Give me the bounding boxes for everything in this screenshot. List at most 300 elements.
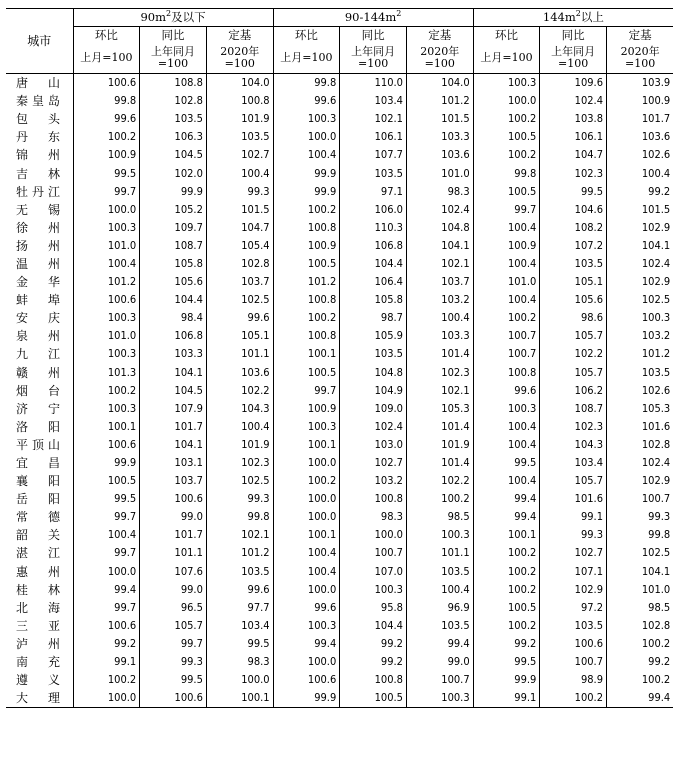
city-cell bbox=[6, 526, 73, 544]
table-row bbox=[6, 689, 673, 708]
value-cell: 98.3 bbox=[206, 653, 273, 671]
value-cell: 101.5 bbox=[406, 110, 473, 128]
city-cell bbox=[6, 92, 73, 110]
value-cell: 100.4 bbox=[473, 219, 540, 237]
base-header-medium-1 bbox=[340, 43, 407, 74]
city-name: 扬州 bbox=[16, 238, 60, 253]
value-cell: 99.9 bbox=[273, 164, 340, 182]
value-cell: 101.7 bbox=[140, 526, 207, 544]
value-cell: 107.0 bbox=[340, 563, 407, 581]
value-cell: 100.2 bbox=[273, 309, 340, 327]
city-cell bbox=[6, 508, 73, 526]
value-cell: 102.1 bbox=[206, 526, 273, 544]
value-cell: 102.5 bbox=[206, 291, 273, 309]
value-cell: 99.2 bbox=[340, 653, 407, 671]
value-cell: 100.3 bbox=[73, 400, 140, 418]
value-cell: 100.6 bbox=[73, 436, 140, 454]
value-cell: 104.4 bbox=[340, 255, 407, 273]
value-cell: 100.1 bbox=[273, 526, 340, 544]
value-cell: 100.9 bbox=[273, 400, 340, 418]
value-cell: 102.7 bbox=[206, 146, 273, 164]
value-cell: 102.4 bbox=[540, 92, 607, 110]
value-cell: 99.6 bbox=[206, 309, 273, 327]
base-header-small-2 bbox=[206, 43, 273, 74]
city-cell bbox=[6, 599, 73, 617]
value-cell: 102.8 bbox=[206, 255, 273, 273]
value-cell: 99.9 bbox=[73, 454, 140, 472]
value-cell: 99.5 bbox=[473, 653, 540, 671]
value-cell: 99.2 bbox=[340, 635, 407, 653]
value-cell: 100.2 bbox=[607, 635, 674, 653]
base-header-line1: 上年同月 bbox=[551, 45, 596, 58]
value-cell: 104.1 bbox=[140, 364, 207, 382]
table-header bbox=[6, 9, 673, 74]
city-name: 襄阳 bbox=[16, 474, 60, 489]
value-cell: 102.7 bbox=[540, 544, 607, 562]
value-cell: 104.8 bbox=[406, 219, 473, 237]
value-cell: 100.0 bbox=[273, 508, 340, 526]
city-cell bbox=[6, 472, 73, 490]
metric-header-medium-1: 同比 bbox=[340, 27, 407, 44]
table-row bbox=[6, 128, 673, 146]
value-cell: 100.3 bbox=[473, 74, 540, 93]
city-cell bbox=[6, 490, 73, 508]
city-name: 遵义 bbox=[16, 673, 60, 688]
value-cell: 102.7 bbox=[340, 454, 407, 472]
value-cell: 100.8 bbox=[273, 327, 340, 345]
value-cell: 103.7 bbox=[406, 273, 473, 291]
value-cell: 104.1 bbox=[607, 237, 674, 255]
value-cell: 100.5 bbox=[473, 183, 540, 201]
table-row bbox=[6, 508, 673, 526]
table-row bbox=[6, 237, 673, 255]
group-header-large: $144m^2$以上 bbox=[473, 9, 673, 27]
value-cell: 102.5 bbox=[607, 544, 674, 562]
base-header-line1: 上年同月 bbox=[151, 45, 196, 58]
table-row bbox=[6, 653, 673, 671]
base-header-line1: 上年同月 bbox=[351, 45, 396, 58]
base-header-line2: =100 bbox=[157, 57, 189, 70]
value-cell: 99.3 bbox=[540, 526, 607, 544]
value-cell: 108.7 bbox=[540, 400, 607, 418]
value-cell: 108.8 bbox=[140, 74, 207, 93]
value-cell: 104.4 bbox=[340, 617, 407, 635]
city-name: 桂林 bbox=[16, 582, 60, 597]
value-cell: 103.6 bbox=[607, 128, 674, 146]
value-cell: 99.3 bbox=[206, 490, 273, 508]
value-cell: 100.2 bbox=[473, 309, 540, 327]
value-cell: 99.4 bbox=[473, 508, 540, 526]
value-cell: 103.4 bbox=[206, 617, 273, 635]
city-name: 蚌埠 bbox=[16, 293, 60, 308]
city-name: 大理 bbox=[16, 691, 60, 706]
value-cell: 99.4 bbox=[73, 581, 140, 599]
table-body bbox=[6, 74, 673, 708]
table-row bbox=[6, 472, 673, 490]
city-cell bbox=[6, 563, 73, 581]
city-name: 金华 bbox=[16, 275, 60, 290]
city-name: 无锡 bbox=[16, 202, 60, 217]
metric-header-small-2: 定基 bbox=[206, 27, 273, 44]
city-name: 赣州 bbox=[16, 365, 60, 380]
base-header-line2: =100 bbox=[424, 57, 455, 70]
value-cell: 101.1 bbox=[206, 345, 273, 363]
value-cell: 105.6 bbox=[540, 291, 607, 309]
value-cell: 103.2 bbox=[406, 291, 473, 309]
value-cell: 100.2 bbox=[473, 110, 540, 128]
value-cell: 99.7 bbox=[73, 599, 140, 617]
table-row bbox=[6, 581, 673, 599]
table-row bbox=[6, 599, 673, 617]
value-cell: 102.2 bbox=[406, 472, 473, 490]
value-cell: 102.1 bbox=[406, 382, 473, 400]
value-cell: 104.3 bbox=[206, 400, 273, 418]
value-cell: 103.5 bbox=[340, 345, 407, 363]
table-row bbox=[6, 327, 673, 345]
table-row bbox=[6, 400, 673, 418]
value-cell: 100.8 bbox=[340, 671, 407, 689]
value-cell: 101.7 bbox=[607, 110, 674, 128]
value-cell: 101.9 bbox=[406, 436, 473, 454]
value-cell: 99.9 bbox=[273, 183, 340, 201]
value-cell: 101.0 bbox=[73, 327, 140, 345]
value-cell: 104.8 bbox=[340, 364, 407, 382]
value-cell: 102.4 bbox=[607, 454, 674, 472]
value-cell: 101.1 bbox=[140, 544, 207, 562]
value-cell: 100.0 bbox=[206, 671, 273, 689]
value-cell: 100.4 bbox=[473, 291, 540, 309]
base-header-line1: 2020年 bbox=[620, 45, 660, 58]
value-cell: 100.7 bbox=[406, 671, 473, 689]
value-cell: 100.0 bbox=[73, 563, 140, 581]
value-cell: 102.8 bbox=[140, 92, 207, 110]
base-header-small-1 bbox=[140, 43, 207, 74]
value-cell: 100.4 bbox=[473, 255, 540, 273]
value-cell: 103.0 bbox=[340, 436, 407, 454]
value-cell: 101.2 bbox=[607, 345, 674, 363]
city-name: 惠州 bbox=[16, 564, 60, 579]
city-name: 包头 bbox=[16, 112, 60, 127]
city-cell bbox=[6, 327, 73, 345]
city-name: 三亚 bbox=[16, 618, 60, 633]
city-name: 九江 bbox=[16, 347, 60, 362]
value-cell: 103.2 bbox=[340, 472, 407, 490]
city-name: 烟台 bbox=[16, 383, 60, 398]
city-name: 湛江 bbox=[16, 546, 60, 561]
value-cell: 99.5 bbox=[473, 454, 540, 472]
city-cell bbox=[6, 617, 73, 635]
value-cell: 99.7 bbox=[473, 201, 540, 219]
value-cell: 100.4 bbox=[406, 581, 473, 599]
city-cell bbox=[6, 635, 73, 653]
value-cell: 100.0 bbox=[273, 581, 340, 599]
value-cell: 98.3 bbox=[340, 508, 407, 526]
value-cell: 101.2 bbox=[206, 544, 273, 562]
city-name: 秦皇岛 bbox=[16, 94, 60, 109]
table-row bbox=[6, 219, 673, 237]
city-cell bbox=[6, 201, 73, 219]
value-cell: 100.9 bbox=[473, 237, 540, 255]
value-cell: 99.7 bbox=[73, 544, 140, 562]
value-cell: 103.6 bbox=[406, 146, 473, 164]
base-header-line2: =100 bbox=[224, 57, 255, 70]
value-cell: 100.2 bbox=[73, 382, 140, 400]
value-cell: 100.4 bbox=[273, 146, 340, 164]
value-cell: 104.6 bbox=[540, 201, 607, 219]
value-cell: 99.3 bbox=[140, 653, 207, 671]
table-row bbox=[6, 563, 673, 581]
value-cell: 103.5 bbox=[340, 164, 407, 182]
metric-header-large-0: 环比 bbox=[473, 27, 540, 44]
value-cell: 101.0 bbox=[406, 164, 473, 182]
value-cell: 101.1 bbox=[406, 544, 473, 562]
value-cell: 100.2 bbox=[273, 472, 340, 490]
value-cell: 100.2 bbox=[73, 128, 140, 146]
value-cell: 97.7 bbox=[206, 599, 273, 617]
value-cell: 99.0 bbox=[140, 508, 207, 526]
value-cell: 109.0 bbox=[340, 400, 407, 418]
table-row bbox=[6, 183, 673, 201]
city-cell bbox=[6, 237, 73, 255]
value-cell: 105.9 bbox=[340, 327, 407, 345]
value-cell: 107.9 bbox=[140, 400, 207, 418]
table-row bbox=[6, 418, 673, 436]
city-name: 温州 bbox=[16, 256, 60, 271]
value-cell: 101.2 bbox=[73, 273, 140, 291]
value-cell: 108.7 bbox=[140, 237, 207, 255]
metric-header-small-1: 同比 bbox=[140, 27, 207, 44]
value-cell: 100.9 bbox=[273, 237, 340, 255]
value-cell: 100.3 bbox=[406, 526, 473, 544]
value-cell: 106.3 bbox=[140, 128, 207, 146]
value-cell: 103.5 bbox=[406, 563, 473, 581]
value-cell: 103.7 bbox=[206, 273, 273, 291]
metric-header-large-1: 同比 bbox=[540, 27, 607, 44]
value-cell: 100.2 bbox=[406, 490, 473, 508]
city-name: 徐州 bbox=[16, 220, 60, 235]
value-cell: 96.5 bbox=[140, 599, 207, 617]
value-cell: 105.4 bbox=[206, 237, 273, 255]
value-cell: 100.4 bbox=[473, 472, 540, 490]
value-cell: 99.7 bbox=[140, 635, 207, 653]
value-cell: 102.3 bbox=[206, 454, 273, 472]
value-cell: 100.3 bbox=[607, 309, 674, 327]
value-cell: 95.8 bbox=[340, 599, 407, 617]
value-cell: 100.3 bbox=[273, 418, 340, 436]
value-cell: 99.3 bbox=[607, 508, 674, 526]
value-cell: 100.5 bbox=[273, 255, 340, 273]
value-cell: 102.9 bbox=[607, 472, 674, 490]
value-cell: 100.1 bbox=[273, 345, 340, 363]
city-cell bbox=[6, 74, 73, 93]
value-cell: 100.8 bbox=[340, 490, 407, 508]
value-cell: 99.5 bbox=[73, 490, 140, 508]
city-name: 南充 bbox=[16, 655, 60, 670]
value-cell: 102.4 bbox=[607, 255, 674, 273]
city-cell bbox=[6, 364, 73, 382]
value-cell: 104.1 bbox=[607, 563, 674, 581]
value-cell: 100.0 bbox=[73, 201, 140, 219]
table-row bbox=[6, 309, 673, 327]
value-cell: 102.4 bbox=[406, 201, 473, 219]
value-cell: 100.4 bbox=[73, 526, 140, 544]
value-cell: 101.5 bbox=[607, 201, 674, 219]
value-cell: 104.3 bbox=[540, 436, 607, 454]
city-cell bbox=[6, 164, 73, 182]
value-cell: 99.1 bbox=[473, 689, 540, 708]
city-cell bbox=[6, 309, 73, 327]
value-cell: 100.7 bbox=[473, 345, 540, 363]
value-cell: 101.6 bbox=[607, 418, 674, 436]
value-cell: 99.4 bbox=[406, 635, 473, 653]
value-cell: 107.1 bbox=[540, 563, 607, 581]
table-row bbox=[6, 146, 673, 164]
value-cell: 100.0 bbox=[473, 92, 540, 110]
value-cell: 105.7 bbox=[540, 364, 607, 382]
value-cell: 100.6 bbox=[73, 291, 140, 309]
base-header-large-1 bbox=[540, 43, 607, 74]
value-cell: 101.2 bbox=[273, 273, 340, 291]
value-cell: 103.8 bbox=[540, 110, 607, 128]
base-header-medium-2 bbox=[406, 43, 473, 74]
value-cell: 100.0 bbox=[73, 689, 140, 708]
value-cell: 100.6 bbox=[273, 671, 340, 689]
value-cell: 100.3 bbox=[273, 110, 340, 128]
value-cell: 99.0 bbox=[140, 581, 207, 599]
value-cell: 103.5 bbox=[206, 563, 273, 581]
value-cell: 100.4 bbox=[206, 418, 273, 436]
table-row bbox=[6, 110, 673, 128]
value-cell: 104.4 bbox=[140, 291, 207, 309]
value-cell: 103.5 bbox=[540, 617, 607, 635]
city-cell bbox=[6, 183, 73, 201]
city-name: 锦州 bbox=[16, 148, 60, 163]
value-cell: 102.3 bbox=[406, 364, 473, 382]
value-cell: 102.1 bbox=[406, 255, 473, 273]
value-cell: 99.5 bbox=[540, 183, 607, 201]
value-cell: 100.7 bbox=[607, 490, 674, 508]
city-cell bbox=[6, 110, 73, 128]
value-cell: 106.0 bbox=[340, 201, 407, 219]
value-cell: 101.0 bbox=[607, 581, 674, 599]
value-cell: 103.2 bbox=[607, 327, 674, 345]
value-cell: 99.4 bbox=[273, 635, 340, 653]
value-cell: 99.2 bbox=[607, 183, 674, 201]
city-cell bbox=[6, 653, 73, 671]
base-header-line1: 2020年 bbox=[420, 45, 460, 58]
city-name: 宜昌 bbox=[16, 456, 60, 471]
value-cell: 98.5 bbox=[607, 599, 674, 617]
value-cell: 105.7 bbox=[540, 327, 607, 345]
city-name: 常德 bbox=[16, 510, 60, 525]
value-cell: 100.0 bbox=[273, 454, 340, 472]
city-name: 韶关 bbox=[16, 528, 60, 543]
value-cell: 102.5 bbox=[607, 291, 674, 309]
value-cell: 101.0 bbox=[73, 237, 140, 255]
value-cell: 100.9 bbox=[73, 146, 140, 164]
city-cell bbox=[6, 382, 73, 400]
value-cell: 102.6 bbox=[607, 382, 674, 400]
value-cell: 106.1 bbox=[540, 128, 607, 146]
value-cell: 102.5 bbox=[206, 472, 273, 490]
value-cell: 100.6 bbox=[140, 689, 207, 708]
value-cell: 102.0 bbox=[140, 164, 207, 182]
value-cell: 102.2 bbox=[206, 382, 273, 400]
table-row bbox=[6, 671, 673, 689]
value-cell: 104.7 bbox=[206, 219, 273, 237]
value-cell: 104.1 bbox=[140, 436, 207, 454]
value-cell: 105.6 bbox=[140, 273, 207, 291]
value-cell: 100.2 bbox=[473, 617, 540, 635]
value-cell: 100.4 bbox=[607, 164, 674, 182]
value-cell: 100.6 bbox=[140, 490, 207, 508]
base-header-row bbox=[6, 43, 673, 74]
city-name: 济宁 bbox=[16, 401, 60, 416]
value-cell: 99.5 bbox=[140, 671, 207, 689]
table-row bbox=[6, 273, 673, 291]
value-cell: 100.5 bbox=[473, 128, 540, 146]
value-cell: 100.2 bbox=[540, 689, 607, 708]
table-row bbox=[6, 382, 673, 400]
value-cell: 104.5 bbox=[140, 382, 207, 400]
value-cell: 105.3 bbox=[406, 400, 473, 418]
value-cell: 100.1 bbox=[73, 418, 140, 436]
city-cell bbox=[6, 544, 73, 562]
value-cell: 104.7 bbox=[540, 146, 607, 164]
value-cell: 99.8 bbox=[607, 526, 674, 544]
value-cell: 103.1 bbox=[140, 454, 207, 472]
value-cell: 104.0 bbox=[206, 74, 273, 93]
table-row bbox=[6, 490, 673, 508]
city-name: 北海 bbox=[16, 600, 60, 615]
value-cell: 100.1 bbox=[206, 689, 273, 708]
group-header-small: $90m^2$及以下 bbox=[73, 9, 273, 27]
city-name: 平顶山 bbox=[16, 437, 60, 452]
value-cell: 100.5 bbox=[340, 689, 407, 708]
value-cell: 100.2 bbox=[273, 201, 340, 219]
value-cell: 100.6 bbox=[73, 74, 140, 93]
value-cell: 102.9 bbox=[540, 581, 607, 599]
table-row bbox=[6, 364, 673, 382]
value-cell: 110.0 bbox=[340, 74, 407, 93]
value-cell: 103.5 bbox=[140, 110, 207, 128]
city-name: 唐山 bbox=[16, 76, 60, 91]
base-header-line1: 上月=100 bbox=[480, 51, 533, 64]
city-cell bbox=[6, 581, 73, 599]
value-cell: 98.3 bbox=[406, 183, 473, 201]
city-name: 安庆 bbox=[16, 311, 60, 326]
value-cell: 99.3 bbox=[206, 183, 273, 201]
value-cell: 100.1 bbox=[473, 526, 540, 544]
value-cell: 100.2 bbox=[473, 563, 540, 581]
value-cell: 100.5 bbox=[73, 472, 140, 490]
value-cell: 103.4 bbox=[540, 454, 607, 472]
city-cell bbox=[6, 273, 73, 291]
base-header-small-0 bbox=[73, 43, 140, 74]
value-cell: 102.6 bbox=[607, 146, 674, 164]
value-cell: 101.3 bbox=[73, 364, 140, 382]
city-name: 岳阳 bbox=[16, 492, 60, 507]
city-cell bbox=[6, 146, 73, 164]
value-cell: 104.0 bbox=[406, 74, 473, 93]
value-cell: 97.1 bbox=[340, 183, 407, 201]
city-cell bbox=[6, 454, 73, 472]
value-cell: 100.7 bbox=[473, 327, 540, 345]
value-cell: 99.6 bbox=[73, 110, 140, 128]
table-row bbox=[6, 92, 673, 110]
value-cell: 99.8 bbox=[273, 74, 340, 93]
value-cell: 101.9 bbox=[206, 110, 273, 128]
